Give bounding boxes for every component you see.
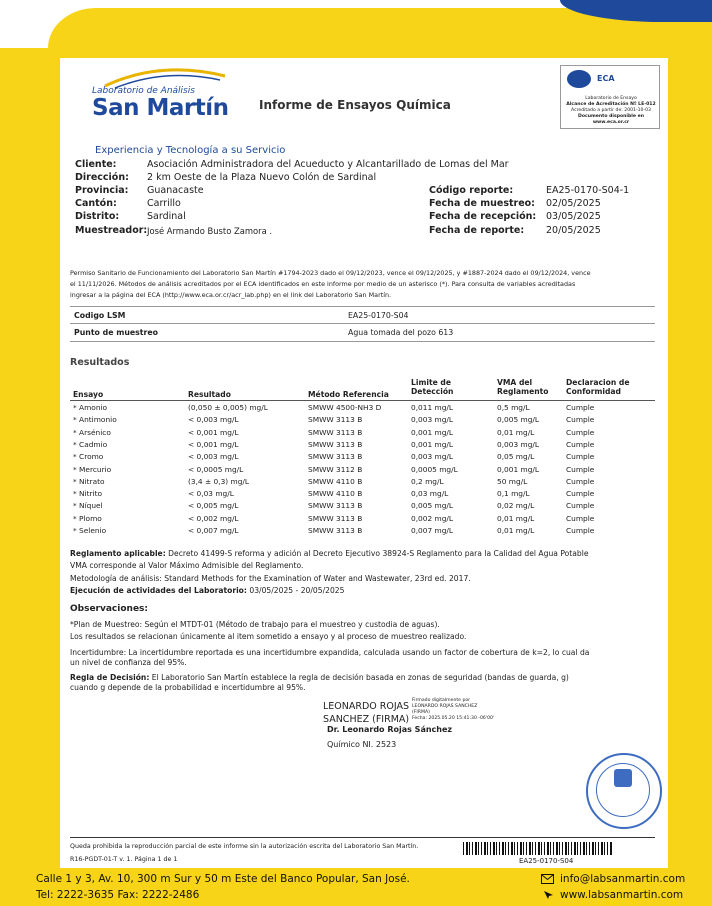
canton-label: Cantón: (75, 198, 117, 209)
incertidumbre-line2: un nivel de confianza del 95%. (70, 658, 187, 667)
phones: Tel: 2222-3635 Fax: 2222-2486 (36, 889, 200, 901)
table-row (0, 403, 595, 415)
fecha-recepcion-label: Fecha de recepción: (429, 211, 537, 222)
table-row (0, 415, 595, 427)
fecha-muestreo-value: 02/05/2025 (546, 198, 601, 209)
fecha-reporte-label: Fecha de reporte: (429, 225, 525, 236)
chemist-seal-icon (586, 753, 662, 829)
cell-decl: Cumple (566, 415, 595, 425)
divider (70, 306, 655, 307)
distrito-label: Distrito: (75, 211, 120, 222)
table-row (0, 526, 595, 538)
cell-resultado: < 0,0005 mg/L (188, 464, 244, 474)
cell-decl: Cumple (566, 476, 595, 486)
canton-value: Carrillo (147, 198, 181, 209)
distrito-value: Sardinal (147, 211, 186, 222)
permit-text: Permiso Sanitario de Funcionamiento del Laboratorio San Martín #1794-2023 dado el 09/12/2023, vence el 09/12/2025, y #1887-2024 dado el 09/12/2024, vence el 11/11/2026. Métodos de análisis acreditados por el ECA identificados en este informe por medio de un asterisco (*). Para consulta de variables acreditadas ingresar a la página del ECA (http://www.eca.or.cr/acr_lab.php) en el link del Laboratorio San Martín. (70, 269, 591, 299)
cell-decl: Cumple (566, 489, 595, 499)
cell-resultado: < 0,003 mg/L (188, 452, 239, 462)
eca-logo-text: ECA (597, 74, 615, 83)
cell-resultado: < 0,001 mg/L (188, 439, 239, 449)
cell-resultado: (0,050 ± 0,005) mg/L (188, 403, 268, 412)
cell-decl: Cumple (566, 403, 595, 412)
divider (70, 323, 655, 324)
codigo-reporte-label: Código reporte: (429, 185, 514, 196)
barcode-text: EA25-0170-S04 (519, 857, 574, 865)
cell-limite: 0,001 mg/L (411, 439, 454, 449)
cliente-value: Asociación Administradora del Acueducto y Alcantarillado de Lomas del Mar (147, 159, 509, 170)
cell-limite: 0,0005 mg/L (411, 464, 458, 474)
cell-vma: 0,003 mg/L (497, 439, 540, 449)
reglamento-line: Reglamento aplicable: Decreto 41499-S reforma y adición al Decreto Ejecutivo 38924-S Reglamento para la Calidad del Agua Potable (70, 549, 589, 558)
cell-resultado: < 0,001 mg/L (188, 427, 239, 437)
col-ensayo: Ensayo (73, 390, 104, 399)
fecha-reporte-value: 20/05/2025 (546, 225, 601, 236)
cell-limite: 0,03 mg/L (411, 489, 449, 499)
eca-accreditation-badge (560, 65, 660, 129)
cell-limite: 0,2 mg/L (411, 476, 444, 486)
cell-resultado: (3,4 ± 0,3) mg/L (188, 476, 250, 486)
cell-vma: 0,001 mg/L (497, 464, 540, 474)
cell-metodo: SMWW 4110 B (308, 489, 363, 499)
results-heading: Resultados (70, 357, 130, 368)
cell-vma: 0,01 mg/L (497, 427, 535, 437)
cell-metodo: SMWW 3112 B (308, 464, 363, 474)
cell-decl: Cumple (566, 526, 595, 535)
col-declaracion: Declaracion de Conformidad (566, 378, 630, 396)
cell-limite: 0,003 mg/L (411, 452, 454, 462)
observaciones-heading: Observaciones: (70, 604, 149, 614)
provincia-label: Provincia: (75, 185, 129, 196)
disclaimer: Queda prohibida la reproducción parcial de este informe sin la autorización escrita del Laboratorio San Martín. (70, 843, 419, 850)
email-link[interactable]: info@labsanmartin.com (560, 873, 686, 885)
table-row (0, 513, 595, 526)
cell-vma: 0,05 mg/L (497, 452, 535, 462)
regla-decision-line2: cuando g depende de la probabilidad e incertidumbre al 95%. (70, 683, 306, 692)
cell-metodo: SMWW 3113 B (308, 501, 363, 511)
codigo-lsm-label: Codigo LSM (74, 311, 126, 320)
cell-ensayo: * Cromo (73, 452, 104, 462)
cliente-label: Cliente: (75, 159, 117, 170)
cell-ensayo: * Cadmio (73, 439, 108, 449)
cell-resultado: < 0,03 mg/L (188, 489, 234, 499)
cell-decl: Cumple (566, 513, 595, 523)
cell-ensayo: * Selenio (73, 526, 107, 535)
cell-vma: 0,01 mg/L (497, 526, 535, 535)
cell-ensayo: * Plomo (73, 513, 102, 523)
cursor-icon (543, 890, 554, 900)
cell-ensayo: * Níquel (73, 501, 103, 511)
table-row (0, 501, 595, 513)
table-row (0, 489, 595, 501)
cell-resultado: < 0,003 mg/L (188, 415, 239, 425)
col-metodo: Método Referencia (308, 390, 389, 399)
muestreador-label: Muestreador: (75, 225, 148, 236)
form-code: R16-PGDT-01-T v. 1. Página 1 de 1 (70, 856, 178, 863)
ejecucion-line: Ejecución de actividades del Laboratorio: 03/05/2025 - 20/05/2025 (70, 586, 345, 595)
cell-metodo: SMWW 4500-NH3 D (308, 403, 382, 412)
plan-muestreo-note: *Plan de Muestreo: Según el MTDT-01 (Método de trabajo para el muestreo y custodia de aguas). (70, 620, 440, 629)
cell-limite: 0,011 mg/L (411, 403, 454, 412)
digital-signature-info: Firmado digitalmente por LEONARDO ROJAS SANCHEZ (FIRMA) Fecha: 2025.05.20 15:41:30 -06'00' (412, 698, 495, 721)
page-title: Informe de Ensayos Química (259, 98, 451, 112)
cell-vma: 0,1 mg/L (497, 489, 530, 499)
cell-metodo: SMWW 3113 B (308, 452, 363, 462)
cell-ensayo: * Amonio (73, 403, 108, 412)
cell-decl: Cumple (566, 452, 595, 462)
cell-limite: 0,001 mg/L (411, 427, 454, 437)
fecha-recepcion-value: 03/05/2025 (546, 211, 601, 222)
punto-muestreo-label: Punto de muestreo (74, 328, 159, 337)
cell-ensayo: * Nitrato (73, 476, 105, 486)
cell-metodo: SMWW 3113 B (308, 526, 363, 535)
muestreador-value: José Armando Busto Zamora . (147, 226, 273, 236)
cell-vma: 0,01 mg/L (497, 513, 535, 523)
cell-limite: 0,002 mg/L (411, 513, 454, 523)
cell-vma: 0,005 mg/L (497, 415, 540, 425)
eca-details: Laboratorio de Ensayo Alcance de Acreditación Nº LE-012 Acreditado a partir de: 2001-10-03 Documento disponible en www.eca.or.cr (566, 96, 656, 125)
website-link[interactable]: www.labsanmartin.com (560, 889, 684, 901)
cell-metodo: SMWW 3113 B (308, 415, 363, 425)
table-header-divider (70, 400, 655, 401)
direccion-label: Dirección: (75, 172, 129, 183)
table-row (0, 464, 595, 477)
table-row (0, 427, 595, 440)
logo-name: San Martín (92, 95, 229, 121)
cell-ensayo: * Antimonio (73, 415, 117, 425)
divider (70, 341, 655, 342)
table-row (0, 476, 595, 489)
cell-vma: 0,5 mg/L (497, 403, 530, 412)
cell-resultado: < 0,005 mg/L (188, 501, 239, 511)
regla-decision-line1: Regla de Decisión: El Laboratorio San Martín establece la regla de decisión basada en zonas de seguridad (bandas de guarda, g) (70, 673, 569, 682)
address: Calle 1 y 3, Av. 10, 300 m Sur y 50 m Este del Banco Popular, San José. (36, 873, 410, 885)
signature-name: LEONARDO ROJAS SANCHEZ (FIRMA) (323, 701, 410, 725)
col-resultado: Resultado (188, 390, 231, 399)
email-icon (541, 874, 554, 884)
cell-metodo: SMWW 4110 B (308, 476, 363, 486)
cell-metodo: SMWW 3113 B (308, 427, 363, 437)
provincia-value: Guanacaste (147, 185, 204, 196)
incertidumbre-line1: Incertidumbre: La incertidumbre reportada es una incertidumbre expandida, calculada usando un factor de cobertura de k=2, lo cual da (70, 648, 590, 657)
cell-resultado: < 0,002 mg/L (188, 513, 239, 523)
cell-decl: Cumple (566, 427, 595, 437)
direccion-value: 2 km Oeste de la Plaza Nuevo Colón de Sardinal (147, 172, 377, 183)
cell-vma: 0,02 mg/L (497, 501, 535, 511)
cell-decl: Cumple (566, 464, 595, 474)
cell-limite: 0,005 mg/L (411, 501, 454, 511)
col-limite: Limite de Detección (411, 378, 454, 396)
col-vma: VMA del Reglamento (497, 378, 549, 396)
metodologia-note: Metodología de análisis: Standard Methods for the Examination of Water and Wastewater, 23rd ed. 2017. (70, 574, 471, 583)
cell-metodo: SMWW 3113 B (308, 439, 363, 449)
cell-ensayo: * Mercurio (73, 464, 112, 474)
codigo-lsm-value: EA25-0170-S04 (348, 311, 409, 320)
doctor-role: Químico NI. 2523 (327, 740, 397, 749)
logo-tagline: Experiencia y Tecnología a su Servicio (95, 145, 286, 156)
barcode-icon (463, 842, 613, 855)
resultados-note: Los resultados se relacionan únicamente al item sometido a ensayo y al proceso de muestreo realizado. (70, 632, 467, 641)
codigo-reporte-value: EA25-0170-S04-1 (546, 185, 630, 196)
cell-ensayo: * Nitrito (73, 489, 103, 499)
cell-limite: 0,007 mg/L (411, 526, 454, 535)
doctor-name: Dr. Leonardo Rojas Sánchez (327, 725, 453, 734)
footer-divider (70, 837, 655, 838)
punto-muestreo-value: Agua tomada del pozo 613 (348, 328, 454, 337)
vma-note: VMA corresponde al Valor Máximo Admisible del Reglamento. (70, 561, 304, 570)
cell-decl: Cumple (566, 501, 595, 511)
cell-limite: 0,003 mg/L (411, 415, 454, 425)
table-row (0, 439, 595, 452)
cell-resultado: < 0,007 mg/L (188, 526, 239, 535)
cell-metodo: SMWW 3113 B (308, 513, 363, 523)
cell-decl: Cumple (566, 439, 595, 449)
cell-vma: 50 mg/L (497, 476, 528, 486)
eca-logo-icon (567, 70, 591, 88)
fecha-muestreo-label: Fecha de muestreo: (429, 198, 535, 209)
logo-subtitle: Laboratorio de Análisis (92, 86, 195, 96)
table-row (0, 452, 595, 464)
cell-ensayo: * Arsénico (73, 427, 111, 437)
